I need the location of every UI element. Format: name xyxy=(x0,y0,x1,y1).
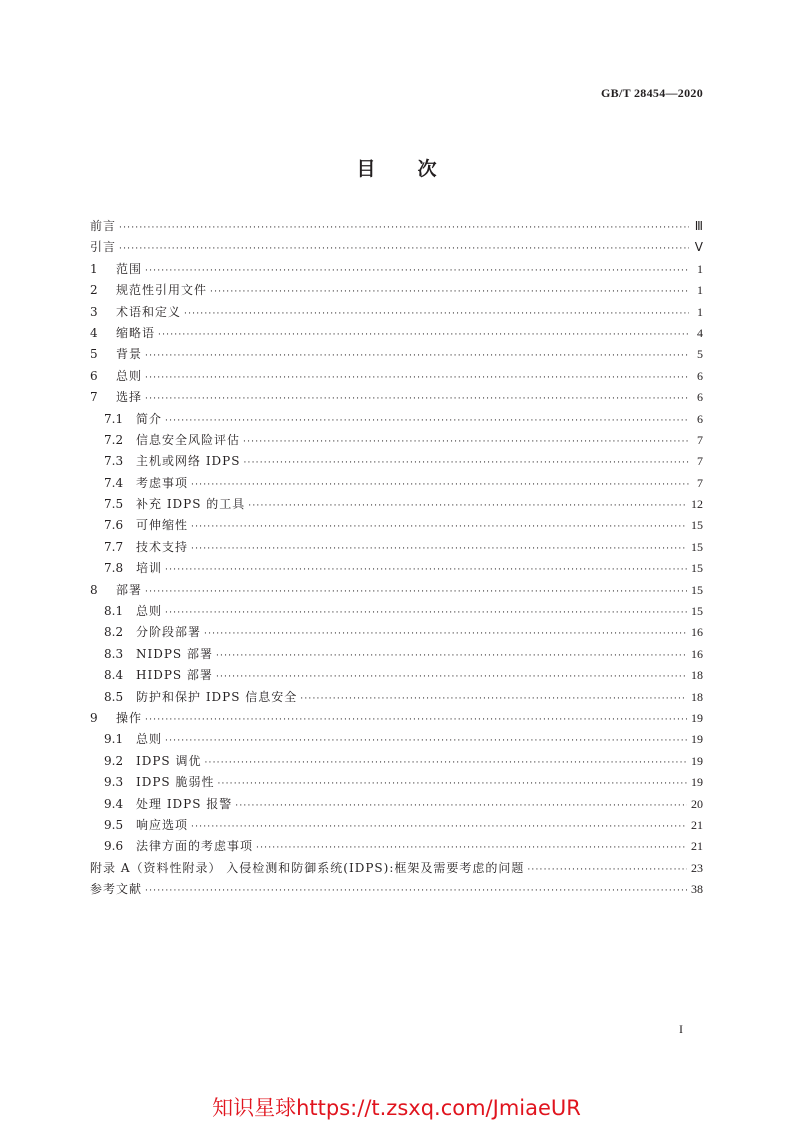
toc-entry[interactable] xyxy=(90,494,703,515)
toc-dot-leader xyxy=(158,325,689,346)
toc-entry-page: 18 xyxy=(691,689,703,704)
toc-entry-page: 5 xyxy=(697,347,703,362)
toc-entry-page: 21 xyxy=(691,817,703,832)
toc-dot-leader xyxy=(527,860,687,881)
standard-code: GB/T 28454—2020 xyxy=(601,86,703,100)
toc-dot-leader xyxy=(165,560,687,581)
toc-dot-leader xyxy=(204,753,687,774)
toc-entry[interactable] xyxy=(90,644,703,665)
toc-title: 目次 xyxy=(356,158,479,180)
toc-entry-number: 9.2 xyxy=(104,753,124,768)
toc-entry-number: 8.3 xyxy=(104,646,124,661)
toc-entry-page: 15 xyxy=(691,561,703,576)
toc-entry-number: 8.2 xyxy=(104,625,124,640)
toc-dot-leader xyxy=(184,304,689,325)
toc-entry-number: 3 xyxy=(90,304,98,319)
watermark-link[interactable]: 知识星球https://t.zsxq.com/JmiaeUR xyxy=(212,1096,581,1120)
toc-dot-leader xyxy=(210,282,689,303)
toc-entry-label: 法律方面的考虑事项 xyxy=(136,839,254,854)
toc-entry-number: 1 xyxy=(90,261,98,276)
toc-entry[interactable] xyxy=(90,302,703,323)
toc-entry-page: 7 xyxy=(697,454,703,469)
toc-entry-label: IDPS 调优 xyxy=(136,753,202,768)
toc-entry-number: 8 xyxy=(90,582,98,597)
toc-entry-number: 5 xyxy=(90,347,98,362)
toc-dot-leader xyxy=(204,624,687,645)
toc-entry-label: 附录 A（资料性附录） 入侵检测和防御系统(IDPS):框架及需要考虑的问题 xyxy=(90,860,525,875)
toc-entry-number: 6 xyxy=(90,368,98,383)
toc-entry-page: 19 xyxy=(691,732,703,747)
toc-entry[interactable] xyxy=(90,665,703,686)
toc-entry-number: 8.1 xyxy=(104,604,124,619)
toc-entry-label: 操作 xyxy=(116,710,143,725)
toc-entry-label: 培训 xyxy=(136,561,163,576)
toc-entry[interactable] xyxy=(90,344,703,365)
toc-entry[interactable] xyxy=(90,815,703,836)
toc-entry[interactable] xyxy=(90,387,703,408)
toc-entry-label: 术语和定义 xyxy=(116,304,182,319)
toc-entry-label: 总则 xyxy=(136,732,163,747)
toc-entry-page: 6 xyxy=(697,411,703,426)
toc-entry-page: 19 xyxy=(691,753,703,768)
toc-dot-leader xyxy=(243,453,689,474)
toc-entry[interactable] xyxy=(90,858,703,879)
toc-entry[interactable] xyxy=(90,409,703,430)
toc-entry[interactable] xyxy=(90,537,703,558)
toc-entry-number: 7.5 xyxy=(104,497,124,512)
toc-dot-leader xyxy=(165,603,687,624)
toc-entry-label: 选择 xyxy=(116,390,143,405)
toc-entry[interactable] xyxy=(90,580,703,601)
toc-entry[interactable] xyxy=(90,708,703,729)
toc-entry-page: 18 xyxy=(691,668,703,683)
toc-entry-label: 处理 IDPS 报警 xyxy=(136,796,233,811)
toc-entry-number: 4 xyxy=(90,325,98,340)
toc-dot-leader xyxy=(217,774,687,795)
toc-entry-page: 15 xyxy=(691,518,703,533)
toc-entry-label: 响应选项 xyxy=(136,817,189,832)
toc-entry-page: 1 xyxy=(697,304,703,319)
toc-dot-leader xyxy=(216,667,687,688)
toc-entry[interactable] xyxy=(90,366,703,387)
toc-entry[interactable] xyxy=(90,729,703,750)
toc-entry-label: 背景 xyxy=(116,347,143,362)
toc-entry-label: 缩略语 xyxy=(116,325,156,340)
toc-entry-page: Ⅲ xyxy=(694,219,703,233)
toc-dot-leader xyxy=(165,411,689,432)
toc-entry-number: 8.4 xyxy=(104,668,124,683)
toc-entry-number: 7.7 xyxy=(104,539,124,554)
toc-entry-page: 4 xyxy=(697,325,703,340)
toc-entry[interactable] xyxy=(90,473,703,494)
toc-dot-leader xyxy=(191,517,687,538)
toc-entry[interactable] xyxy=(90,515,703,536)
toc-dot-leader xyxy=(216,646,687,667)
toc-dot-leader xyxy=(191,539,687,560)
toc-entry[interactable] xyxy=(90,451,703,472)
toc-entry-label: 参考文献 xyxy=(90,882,143,897)
toc-entry-number: 9.6 xyxy=(104,839,124,854)
toc-entry-page: 19 xyxy=(691,775,703,790)
toc-entry-label: 补充 IDPS 的工具 xyxy=(136,497,246,512)
toc-dot-leader xyxy=(145,881,687,902)
toc-dot-leader xyxy=(165,731,687,752)
toc-dot-leader xyxy=(119,218,689,239)
toc-entry[interactable] xyxy=(90,751,703,772)
toc-dot-leader xyxy=(145,346,689,367)
toc-entry-label: 主机或网络 IDPS xyxy=(136,454,241,469)
table-of-contents xyxy=(90,216,703,901)
toc-dot-leader xyxy=(145,261,689,282)
toc-dot-leader xyxy=(191,817,687,838)
toc-entry-page: 20 xyxy=(691,796,703,811)
toc-entry-page: 12 xyxy=(691,497,703,512)
toc-entry-label: 前言 xyxy=(90,219,117,233)
toc-entry-label: NIDPS 部署 xyxy=(136,646,213,661)
toc-entry-label: IDPS 脆弱性 xyxy=(136,775,215,790)
toc-dot-leader xyxy=(256,838,687,859)
toc-entry-page: 7 xyxy=(697,475,703,490)
toc-dot-leader xyxy=(145,389,689,410)
toc-entry[interactable] xyxy=(90,836,703,857)
toc-entry-number: 7.8 xyxy=(104,561,124,576)
toc-entry-number: 9 xyxy=(90,710,98,725)
page-number: I xyxy=(679,1022,683,1036)
toc-entry-number: 9.5 xyxy=(104,817,124,832)
toc-entry-page: Ⅴ xyxy=(694,240,703,255)
toc-dot-leader xyxy=(145,582,687,603)
toc-dot-leader xyxy=(145,368,689,389)
toc-entry-label: HIDPS 部署 xyxy=(136,668,213,683)
toc-entry[interactable] xyxy=(90,237,703,258)
toc-entry-label: 可伸缩性 xyxy=(136,518,189,533)
toc-entry-page: 1 xyxy=(697,261,703,276)
toc-dot-leader xyxy=(243,432,689,453)
toc-entry-page: 15 xyxy=(691,582,703,597)
toc-entry[interactable] xyxy=(90,772,703,793)
toc-entry-number: 7.2 xyxy=(104,432,124,447)
toc-entry-page: 6 xyxy=(697,368,703,383)
toc-entry[interactable] xyxy=(90,622,703,643)
toc-entry-page: 19 xyxy=(691,710,703,725)
toc-entry-label: 信息安全风险评估 xyxy=(136,432,241,447)
toc-entry-number: 7.6 xyxy=(104,518,124,533)
toc-entry-number: 8.5 xyxy=(104,689,124,704)
toc-entry[interactable] xyxy=(90,687,703,708)
toc-entry-page: 23 xyxy=(691,860,703,875)
toc-entry-label: 分阶段部署 xyxy=(136,625,202,640)
toc-entry-page: 16 xyxy=(691,646,703,661)
toc-entry-label: 技术支持 xyxy=(136,539,189,554)
toc-entry-number: 9.3 xyxy=(104,775,124,790)
toc-entry-page: 16 xyxy=(691,625,703,640)
toc-dot-leader xyxy=(248,496,687,517)
toc-entry-page: 7 xyxy=(697,432,703,447)
toc-entry-page: 15 xyxy=(691,604,703,619)
toc-dot-leader xyxy=(145,710,687,731)
toc-entry-page: 15 xyxy=(691,539,703,554)
toc-entry-label: 防护和保护 IDPS 信息安全 xyxy=(136,689,298,704)
toc-entry-label: 总则 xyxy=(136,604,163,619)
toc-entry-number: 9.1 xyxy=(104,732,124,747)
toc-entry-number: 9.4 xyxy=(104,796,124,811)
toc-entry-page: 1 xyxy=(697,283,703,298)
toc-entry-label: 范围 xyxy=(116,261,143,276)
toc-entry[interactable] xyxy=(90,879,703,900)
toc-entry-label: 总则 xyxy=(116,368,143,383)
toc-entry-label: 规范性引用文件 xyxy=(116,283,208,298)
toc-entry-label: 考虑事项 xyxy=(136,475,189,490)
toc-entry-number: 7.4 xyxy=(104,475,124,490)
toc-entry-number: 7.1 xyxy=(104,411,124,426)
toc-entry[interactable] xyxy=(90,794,703,815)
toc-entry[interactable] xyxy=(90,280,703,301)
toc-entry[interactable] xyxy=(90,558,703,579)
toc-entry-page: 38 xyxy=(691,882,703,897)
toc-entry[interactable] xyxy=(90,216,703,237)
toc-entry[interactable] xyxy=(90,323,703,344)
toc-entry-label: 引言 xyxy=(90,240,117,255)
toc-dot-leader xyxy=(235,796,687,817)
toc-entry-label: 简介 xyxy=(136,411,163,426)
toc-entry[interactable] xyxy=(90,259,703,280)
toc-entry[interactable] xyxy=(90,430,703,451)
toc-dot-leader xyxy=(119,239,689,260)
toc-entry-label: 部署 xyxy=(116,582,143,597)
toc-entry[interactable] xyxy=(90,601,703,622)
toc-entry-number: 2 xyxy=(90,283,98,298)
toc-entry-number: 7.3 xyxy=(104,454,124,469)
toc-entry-page: 6 xyxy=(697,390,703,405)
toc-dot-leader xyxy=(191,475,689,496)
toc-entry-number: 7 xyxy=(90,390,98,405)
toc-dot-leader xyxy=(300,689,687,710)
toc-entry-page: 21 xyxy=(691,839,703,854)
